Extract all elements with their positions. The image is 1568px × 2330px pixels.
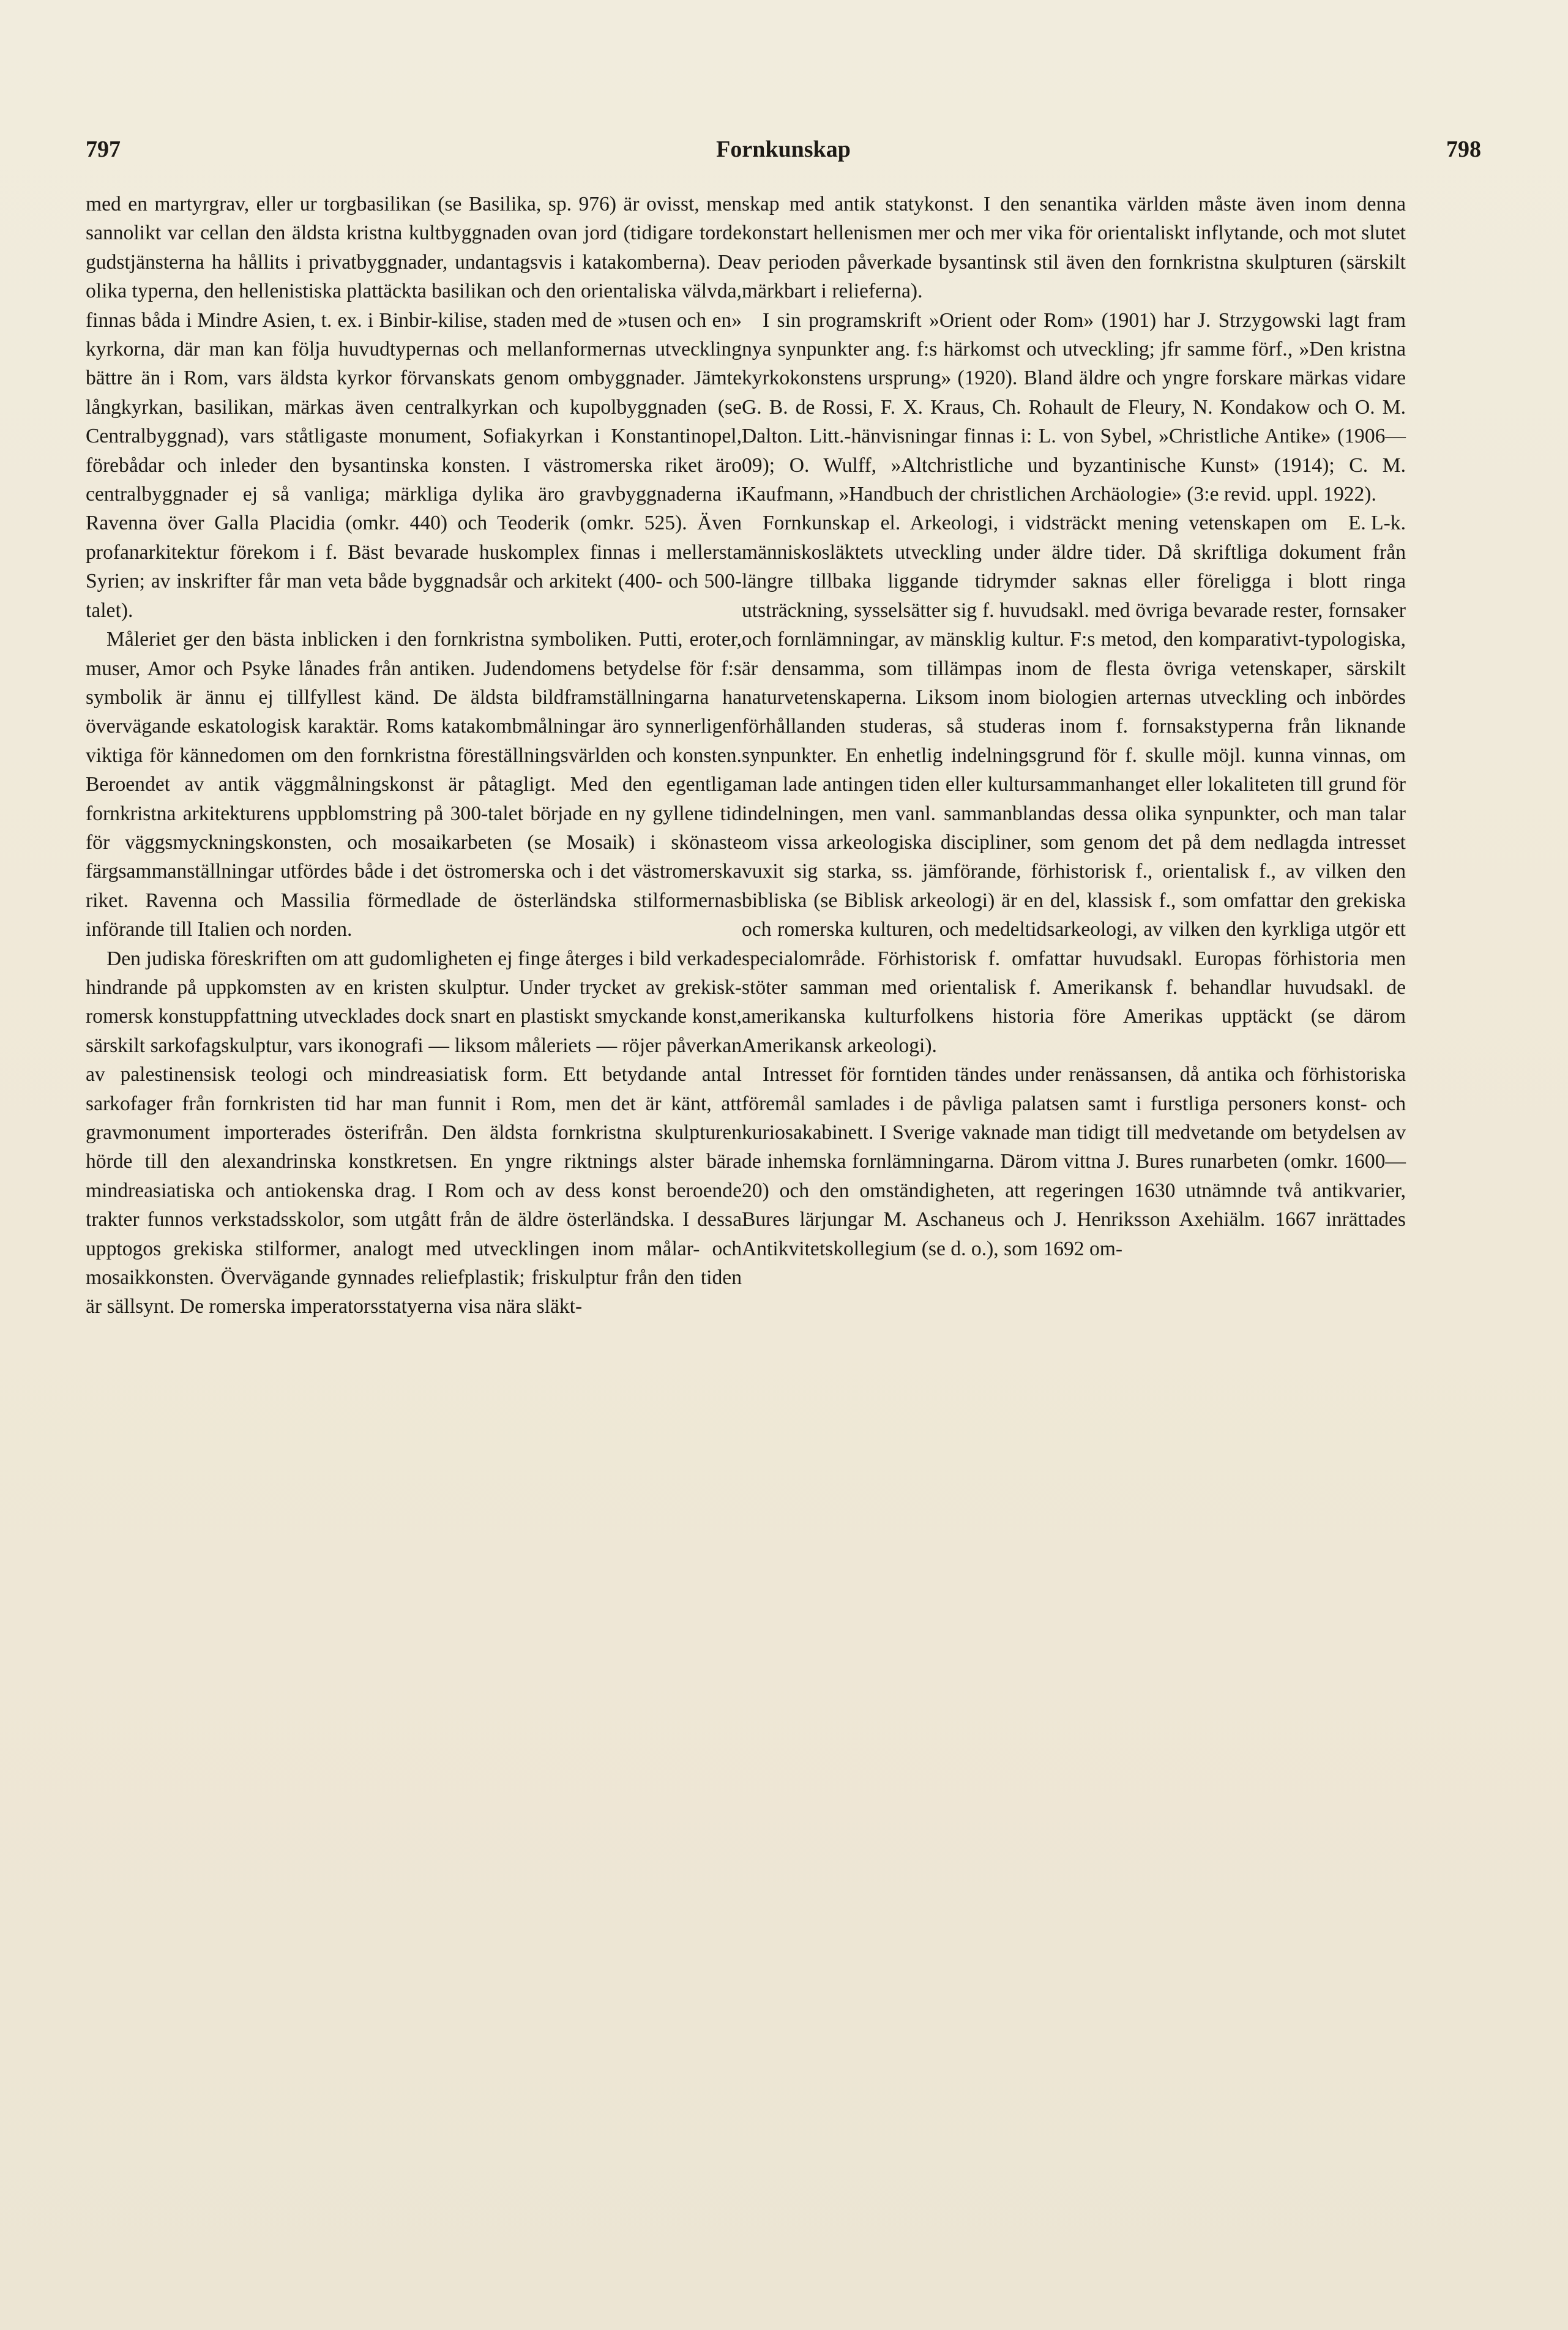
left-paragraph-3: Den judiska föreskriften om att gudomligheten ej finge återges i bild verkade hindrande på uppkomsten av en kristen skulptur. Under trycket av grekisk-romersk konstuppfattning utvecklades dock snart en plastiskt smyckande konst, särskilt sarkofagskulptur, vars ikonografi — liksom måleriets — röjer påverkan av palestinensisk teologi och mindreasiatisk form. Ett betydande antal sarkofager från fornkristen tid har man funnit i Rom, men det är känt, att gravmonument importerades österifrån. Den äldsta fornkristna skulpturen hörde till den alexandrinska konstkretsen. En yngre riktnings alster bära mindreasiatiska och antiokenska drag. I Rom och av dess konst beroende trakter funnos verkstadsskolor, som utgått från de äldre österländska. I dessa upptogos grekiska stilformer, analogt med utvecklingen inom målar- och mosaikkonsten. Övervägande gynnades reliefplastik; friskulptur från den tiden är sällsynt. De romerska imperatorsstatyerna visa nära släkt- [86,947,742,1318]
author-signature: E. L-k. [1348,512,1406,535]
page-header [86,136,1481,173]
right-paragraph-1: skap med antik statykonst. I den senantika världen måste även inom denna konstart hellenismen mer och mer vika för orientaliskt inflytande, och mot slutet av perioden påverkade bysantinsk stil även den fornkristna skulpturen (särskilt märkbart i relieferna). [742,193,1406,303]
right-column [742,190,1406,1263]
running-title: Fornkunskap [716,136,851,162]
right-paragraph-3: Fornkunskap el. Arkeologi, i vidsträckt mening vetenskapen om människosläktets utveckling under äldre tider. Då skriftliga dokument från längre tillbaka liggande tidrymder saknas eller föreligga i blott ringa utsträckning, sysselsätter sig f. huvudsakl. med övriga bevarade rester, fornsaker och fornlämningar, av mänsklig kultur. F:s metod, den komparativt-typologiska, är densamma, som tillämpas inom de flesta övriga vetenskaper, särskilt naturvetenskaperna. Liksom inom biologien arternas utveckling och inbördes förhållanden studeras, så studeras inom f. fornsakstyperna från liknande synpunkter. En enhetlig indelningsgrund för f. skulle möjl. kunna vinnas, om man lade antingen tiden eller kultursammanhanget eller lokaliteten till grund för indelningen, men vanl. sammanblandas dessa olika synpunkter, och man talar om vissa arkeologiska discipliner, som genom det på dem nedlagda intresset vuxit sig starka, ss. jämförande, förhistorisk f., orientalisk f., av vilken den bibliska (se Biblisk arkeologi) är en del, klassisk f., som omfattar den grekiska och romerska kulturen, och medeltidsarkeologi, av vilken den kyrkliga utgör ett specialområde. Förhistorisk f. omfattar huvudsakl. Europas förhistoria men stöter samman med orientalisk f. Amerikansk f. behandlar huvudsakl. de amerikanska kulturfolkens historia före Amerikas upptäckt (se därom Amerikansk arkeologi). [742,512,1406,1057]
right-paragraph-4: Intresset för forntiden tändes under renässansen, då antika och förhistoriska föremål samlades i de påvliga palatsen samt i furstliga personers konst- och kuriosakabinett. I Sverige vaknade man tidigt till medvetande om betydelsen av de inhemska fornlämningarna. Därom vittna J. Bures runarbeten (omkr. 1600—20) och den omständigheten, att regeringen 1630 utnämnde två antikvarier, Bures lärjungar M. Aschaneus och J. Henriksson Axehiälm. 1667 inrättades Antikvitetskollegium (se d. o.), som 1692 om- [742,1063,1406,1260]
page-number-left: 797 [86,136,121,162]
left-column [86,190,742,1321]
right-paragraph-2 [742,306,1406,535]
right-paragraph-2-text: I sin programskrift »Orient oder Rom» (1901) har J. Strzygowski lagt fram nya synpunkter ang. f:s härkomst och utveckling; jfr samme förf., »Den kristna kyrkokonstens ursprung» (1920). Bland äldre och yngre forskare märkas vidare G. B. de Rossi, F. X. Kraus, Ch. Rohault de Fleury, N. Kondakow och O. M. Dalton. Litt.-hänvisningar finnas i: L. von Sybel, »Christliche Antike» (1906—09); O. Wulff, »Altchristliche und byzantinische Kunst» (1914); C. M. Kaufmann, »Handbuch der christlichen Archäologie» (3:e revid. uppl. 1922). [742,308,1406,506]
left-paragraph-1: med en martyrgrav, eller ur torgbasilikan (se Basilika, sp. 976) är ovisst, men sannolikt var cellan den äldsta kristna kultbyggnaden ovan jord (tidigare torde gudstjänsterna ha hållits i privatbyggnader, undantagsvis i katakomberna). De olika typerna, den hellenistiska plattäckta basilikan och den orientaliska välvda, finnas båda i Mindre Asien, t. ex. i Binbir-kilise, staden med de »tusen och en» kyrkorna, där man kan följa huvudtypernas och mellanformernas utveckling bättre än i Rom, vars äldsta kyrkor förvanskats genom ombyggnader. Jämte långkyrkan, basilikan, märkas även centralkyrkan och kupolbyggnaden (se Centralbyggnad), vars ståtligaste monument, Sofiakyrkan i Konstantinopel, förebådar och inleder den bysantinska konsten. I västromerska riket äro centralbyggnader ej så vanliga; märkliga dylika äro gravbyggnaderna i Ravenna över Galla Placidia (omkr. 440) och Teoderik (omkr. 525). Även profanarkitektur förekom i f. Bäst bevarade huskomplex finnas i mellersta Syrien; av inskrifter får man veta både byggnadsår och arkitekt (400- och 500-talet). [86,193,742,622]
left-paragraph-2: Måleriet ger den bästa inblicken i den fornkristna symboliken. Putti, eroter, muser, Amor och Psyke lånades från antiken. Judendomens betydelse för f:s symbolik är ännu ej tillfyllest känd. De äldsta bildframställningarna ha övervägande eskatologisk karaktär. Roms katakombmålningar äro synnerligen viktiga för kännedomen om den fornkristna föreställningsvärlden och konsten. Beroendet av antik väggmålningskonst är påtagligt. Med den egentliga fornkristna arkitekturens uppblomstring på 300-talet började en ny gyllene tid för väggsmyckningskonsten, och mosaikarbeten (se Mosaik) i skönaste färgsammanställningar utfördes både i det östromerska och i det västromerska riket. Ravenna och Massilia förmedlade de österländska stilformernas införande till Italien och norden. [86,628,742,941]
page-number-right: 798 [1446,136,1481,162]
